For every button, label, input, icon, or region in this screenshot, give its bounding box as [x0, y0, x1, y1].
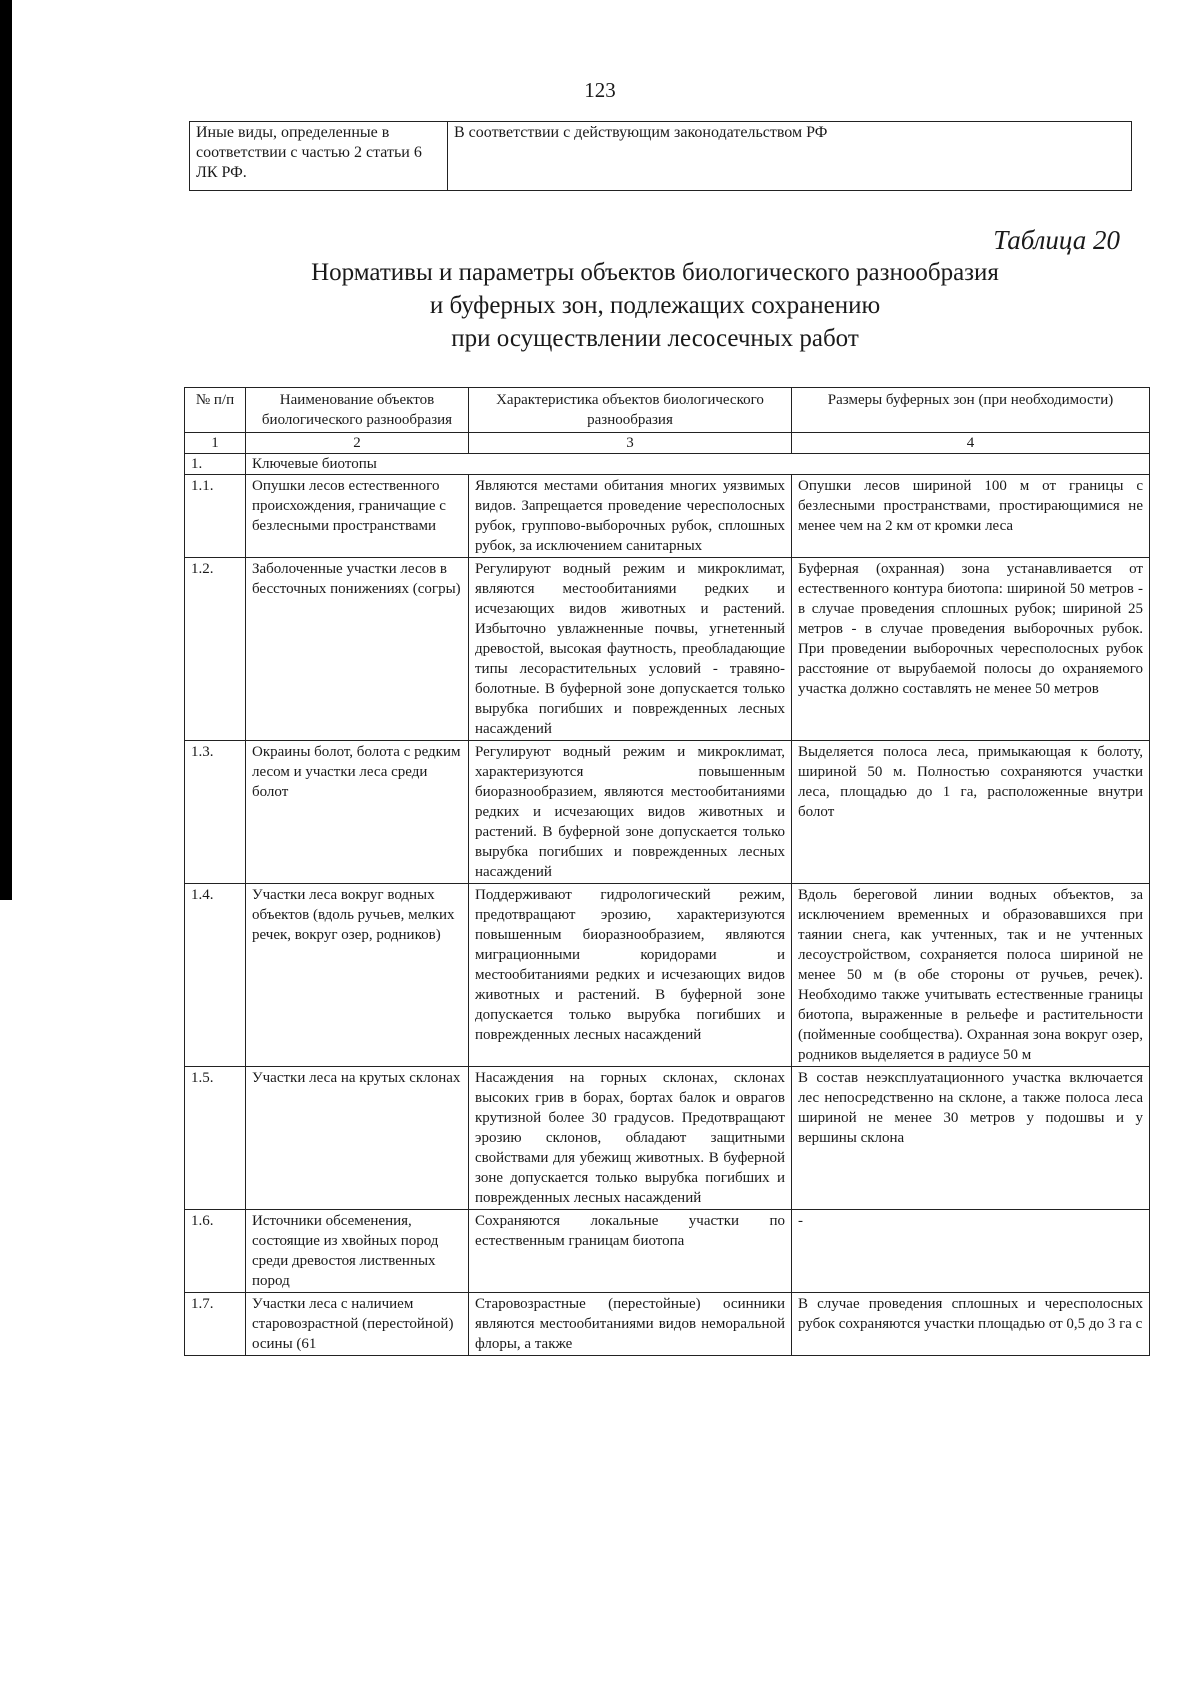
- document-title: [0, 256, 1200, 355]
- row-buffer: Вдоль береговой линии водных объектов, за исключением временных и образовавшихся при таянии снега, как учтенных, так и не учтенных лесоустройством, сохраняется полоса шириной не менее 50 м (в обе стороны от ручьев, речек). Необходимо также учитывать естественные границы биотопа, выраженные в рельефе и растительности (пойменные сообщества). Охранная зона вокруг озер, родников выделяется в радиусе 50 м: [792, 884, 1150, 1067]
- table-row: [185, 1293, 1150, 1356]
- row-num: 1.1.: [185, 475, 246, 558]
- row-name: Участки леса с наличием старовозрастной (перестойной) осины (61: [246, 1293, 469, 1356]
- header-row: [185, 388, 1150, 433]
- row-buffer: Выделяется полоса леса, примыкающая к болоту, шириной 50 м. Полностью сохраняются участки леса, площадью до 1 га, расположенные внутри болот: [792, 741, 1150, 884]
- row-name: Источники обсеменения, состоящие из хвойных пород среди древостоя лиственных пород: [246, 1210, 469, 1293]
- column-number-row: [185, 433, 1150, 454]
- table-row: [185, 884, 1150, 1067]
- row-buffer: В состав неэксплуатационного участка включается лес непосредственно на склоне, а также полоса леса шириной не менее 30 метров у подошвы и у вершины склона: [792, 1067, 1150, 1210]
- row-name: Окраины болот, болота с редким лесом и участки леса среди болот: [246, 741, 469, 884]
- section-name: Ключевые биотопы: [246, 454, 1150, 475]
- title-line: и буферных зон, подлежащих сохранению: [429, 292, 881, 319]
- row-num: 1.7.: [185, 1293, 246, 1356]
- table-row: [185, 1067, 1150, 1210]
- row-characteristic: Сохраняются локальные участки по естественным границам биотопа: [469, 1210, 792, 1293]
- top-table: [189, 121, 1132, 191]
- row-buffer: Буферная (охранная) зона устанавливается от естественного контура биотопа: шириной 50 метров - в случае проведения сплошных рубок; шириной 25 метров - в случае проведения выборочных рубок. При проведении выборочных чересполосных рубок расстояние от вырубаемой полосы до охраняемого участка должно составлять не менее 50 метров: [792, 558, 1150, 741]
- row-num: 1.3.: [185, 741, 246, 884]
- row-characteristic: Старовозрастные (перестойные) осинники являются местообитаниями видов неморальной флоры, а также: [469, 1293, 792, 1356]
- column-number: 3: [469, 433, 792, 454]
- table-row: [185, 558, 1150, 741]
- row-name: Заболоченные участки лесов в бессточных понижениях (согры): [246, 558, 469, 741]
- row-num: 1.4.: [185, 884, 246, 1067]
- table-caption: Таблица 20: [993, 225, 1120, 255]
- table-row: [185, 475, 1150, 558]
- table-row: [190, 122, 1132, 191]
- row-characteristic: Регулируют водный режим и микроклимат, являются местообитаниями редких и исчезающих видов животных и растений. Избыточно увлажненные почвы, угнетенный древостой, высокая фаутность, преобладающие типы лесорастительных условий - травяно-болотные. В буферной зоне допускается только вырубка погибших и поврежденных лесных насаждений: [469, 558, 792, 741]
- row-name: Участки леса вокруг водных объектов (вдоль ручьев, мелких речек, вокруг озер, родников): [246, 884, 469, 1067]
- header-characteristic: Характеристика объектов биологического разнообразия: [469, 388, 792, 433]
- row-characteristic: Поддерживают гидрологический режим, предотвращают эрозию, характеризуются повышенным биоразнообразием, являются миграционными коридорами и местообитаниями редких и исчезающих видов животных и растений. В буферной зоне допускается только вырубка погибших и поврежденных лесных насаждений: [469, 884, 792, 1067]
- row-num: 1.2.: [185, 558, 246, 741]
- row-num: 1.6.: [185, 1210, 246, 1293]
- row-characteristic: Регулируют водный режим и микроклимат, характеризуются повышенным биоразнообразием, являются местообитаниями редких и исчезающих видов животных и растений. В буферной зоне допускается только вырубка погибших и поврежденных лесных насаждений: [469, 741, 792, 884]
- row-buffer: -: [792, 1210, 1150, 1293]
- table-row: [185, 741, 1150, 884]
- column-number: 1: [185, 433, 246, 454]
- row-num: 1.5.: [185, 1067, 246, 1210]
- row-characteristic: Насаждения на горных склонах, склонах высоких грив в борах, бортах балок и оврагов крутизной более 30 градусов. Предотвращают эрозию склонов, обладают защитными свойствами для убежищ животных. В буферной зоне допускается только вырубка погибших и поврежденных лесных насаждений: [469, 1067, 792, 1210]
- top-table-left-cell: Иные виды, определенные в соответствии с частью 2 статьи 6 ЛК РФ.: [190, 122, 448, 191]
- row-buffer: В случае проведения сплошных и чересполосных рубок сохраняются участки площадью от 0,5 до 3 га с: [792, 1293, 1150, 1356]
- row-name: Участки леса на крутых склонах: [246, 1067, 469, 1210]
- column-number: 2: [246, 433, 469, 454]
- row-name: Опушки лесов естественного происхождения, граничащие с безлесными пространствами: [246, 475, 469, 558]
- row-buffer: Опушки лесов шириной 100 м от границы с безлесными пространствами, простирающимися не менее чем на 2 км от кромки леса: [792, 475, 1150, 558]
- scan-edge-bar: [0, 0, 12, 900]
- title-line: при осуществлении лесосечных работ: [451, 325, 859, 352]
- biodiversity-table: [184, 387, 1150, 1356]
- header-buffer: Размеры буферных зон (при необходимости): [792, 388, 1150, 433]
- header-name: Наименование объектов биологического разнообразия: [246, 388, 469, 433]
- table-row: [185, 1210, 1150, 1293]
- row-characteristic: Являются местами обитания многих уязвимых видов. Запрещается проведение чересполосных рубок, группово-выборочных рубок, сплошных рубок, за исключением санитарных: [469, 475, 792, 558]
- page-number: 123: [584, 78, 616, 102]
- header-num: № п/п: [185, 388, 246, 433]
- top-table-right-cell: В соответствии с действующим законодательством РФ: [448, 122, 1132, 191]
- column-number: 4: [792, 433, 1150, 454]
- title-line: Нормативы и параметры объектов биологического разнообразия: [311, 259, 999, 286]
- section-num: 1.: [185, 454, 246, 475]
- section-row: [185, 454, 1150, 475]
